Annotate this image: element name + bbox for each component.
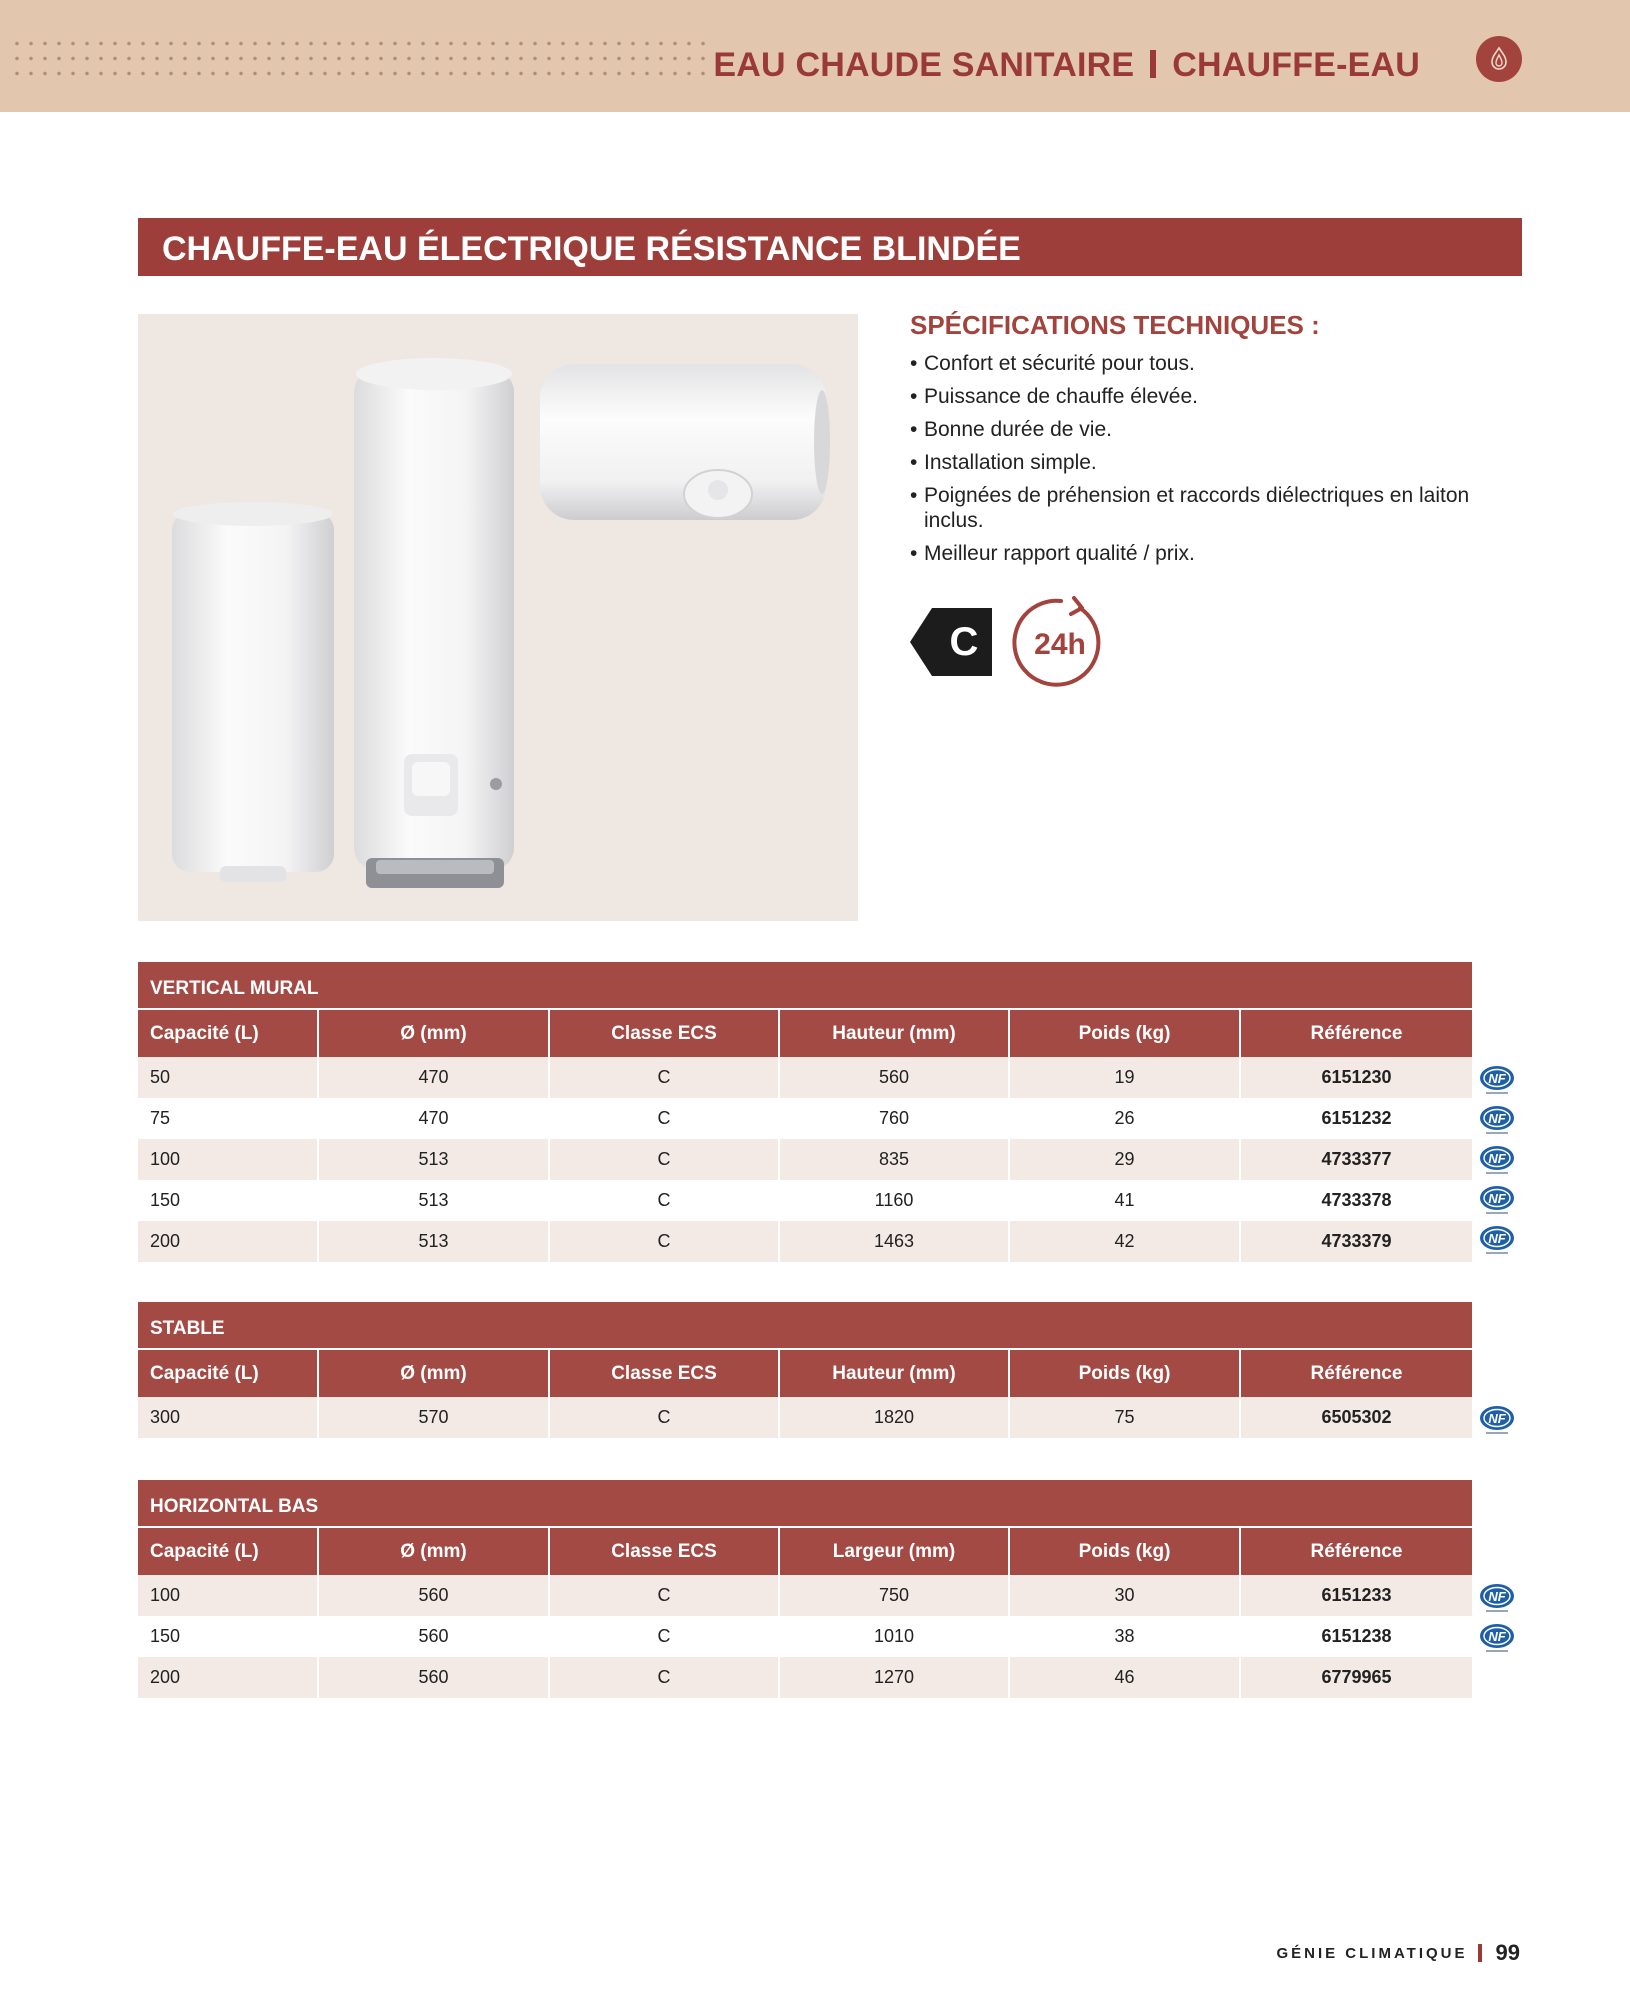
nf-certification-icon	[1478, 1582, 1516, 1616]
cell-height: 1160	[780, 1180, 1010, 1221]
cell-weight: 30	[1010, 1575, 1241, 1616]
cell-width: 1010	[780, 1616, 1010, 1657]
table-header-row	[138, 1350, 1472, 1397]
table-body	[138, 1575, 1472, 1698]
spec-item: • Installation simple.	[910, 450, 1470, 475]
nf-certification-icon	[1478, 1064, 1516, 1098]
spec-item: • Meilleur rapport qualité / prix.	[910, 541, 1470, 566]
cell-capacity: 200	[138, 1221, 319, 1262]
table-row	[138, 1657, 1472, 1698]
table-title: STABLE	[138, 1302, 1472, 1350]
cell-capacity: 50	[138, 1057, 319, 1098]
horizontal-heater-illustration	[540, 364, 830, 520]
cell-capacity: 150	[138, 1180, 319, 1221]
cell-width: 1270	[780, 1657, 1010, 1698]
technical-specs	[910, 310, 1470, 574]
table-row	[138, 1180, 1472, 1221]
nf-certification-icon	[1478, 1404, 1516, 1438]
svg-text:NF: NF	[1488, 1589, 1506, 1604]
header-subcategory: CHAUFFE-EAU	[1172, 46, 1420, 84]
wall-heater-illustration	[172, 502, 334, 882]
cell-class: C	[550, 1575, 780, 1616]
cell-reference: 6779965	[1321, 1667, 1392, 1687]
col-weight: Poids (kg)	[1010, 1010, 1241, 1057]
cell-class: C	[550, 1657, 780, 1698]
cell-height: 1463	[780, 1221, 1010, 1262]
table-horizontal-bas	[138, 1480, 1472, 1698]
svg-text:NF: NF	[1488, 1411, 1506, 1426]
table-row	[138, 1057, 1472, 1098]
dotted-pattern	[10, 36, 710, 80]
cell-class: C	[550, 1057, 780, 1098]
specs-title: SPÉCIFICATIONS TECHNIQUES :	[910, 310, 1320, 340]
table-row	[138, 1397, 1472, 1438]
table-row	[138, 1616, 1472, 1657]
cell-height: 560	[780, 1057, 1010, 1098]
svg-text:NF: NF	[1488, 1111, 1506, 1126]
col-weight: Poids (kg)	[1010, 1350, 1241, 1397]
cell-reference: 4733379	[1321, 1231, 1392, 1251]
cell-class: C	[550, 1180, 780, 1221]
footer-separator	[1478, 1944, 1482, 1962]
cell-class: C	[550, 1221, 780, 1262]
cell-weight: 19	[1010, 1057, 1241, 1098]
cell-reference: 6505302	[1321, 1407, 1392, 1427]
table-body	[138, 1057, 1472, 1262]
page-number: 99	[1495, 1940, 1520, 1965]
product-image	[138, 314, 858, 921]
cell-weight: 41	[1010, 1180, 1241, 1221]
col-reference: Référence	[1310, 1362, 1403, 1384]
spec-item: • Bonne durée de vie.	[910, 417, 1470, 442]
cell-diameter: 470	[319, 1098, 550, 1139]
cell-capacity: 300	[138, 1397, 319, 1438]
spec-item: • Poignées de préhension et raccords diélectriques en laiton inclus.	[910, 483, 1470, 533]
col-reference: Référence	[1310, 1540, 1403, 1562]
section-title: CHAUFFE-EAU ÉLECTRIQUE RÉSISTANCE BLINDÉE	[162, 230, 1021, 268]
nf-certification-icon	[1478, 1184, 1516, 1218]
svg-text:NF: NF	[1488, 1629, 1506, 1644]
nf-certification-icon	[1478, 1144, 1516, 1178]
col-reference: Référence	[1310, 1022, 1403, 1044]
spec-item: • Confort et sécurité pour tous.	[910, 351, 1470, 376]
cell-class: C	[550, 1098, 780, 1139]
cell-class: C	[550, 1616, 780, 1657]
energy-class-label: C	[949, 620, 979, 664]
table-title: HORIZONTAL BAS	[138, 1480, 1472, 1528]
svg-text:NF: NF	[1488, 1151, 1506, 1166]
col-class: Classe ECS	[550, 1010, 780, 1057]
col-class: Classe ECS	[550, 1528, 780, 1575]
cell-diameter: 513	[319, 1139, 550, 1180]
cell-reference: 4733377	[1321, 1149, 1392, 1169]
header-category: EAU CHAUDE SANITAIRE	[713, 46, 1135, 84]
table-vertical-mural	[138, 962, 1472, 1262]
col-weight: Poids (kg)	[1010, 1528, 1241, 1575]
cell-capacity: 75	[138, 1098, 319, 1139]
cell-weight: 29	[1010, 1139, 1241, 1180]
spec-item: • Puissance de chauffe élevée.	[910, 384, 1470, 409]
cell-diameter: 513	[319, 1221, 550, 1262]
table-stable	[138, 1302, 1472, 1438]
specs-list	[910, 351, 1470, 566]
cell-capacity: 200	[138, 1657, 319, 1698]
table-header-row	[138, 1528, 1472, 1575]
cell-width: 750	[780, 1575, 1010, 1616]
cell-diameter: 570	[319, 1397, 550, 1438]
cell-weight: 42	[1010, 1221, 1241, 1262]
cell-reference: 6151238	[1321, 1626, 1392, 1646]
cell-height: 760	[780, 1098, 1010, 1139]
delivery-24h-icon	[1012, 594, 1110, 692]
cell-diameter: 513	[319, 1180, 550, 1221]
col-diameter: Ø (mm)	[319, 1350, 550, 1397]
table-row	[138, 1221, 1472, 1262]
col-width: Largeur (mm)	[780, 1528, 1010, 1575]
cell-class: C	[550, 1139, 780, 1180]
cell-weight: 38	[1010, 1616, 1241, 1657]
nf-certification-icon	[1478, 1104, 1516, 1138]
cell-weight: 75	[1010, 1397, 1241, 1438]
cell-class: C	[550, 1397, 780, 1438]
section-title-bar	[138, 218, 1522, 276]
cell-capacity: 100	[138, 1139, 319, 1180]
cell-diameter: 470	[319, 1057, 550, 1098]
svg-text:NF: NF	[1488, 1071, 1506, 1086]
table-row	[138, 1098, 1472, 1139]
table-title: VERTICAL MURAL	[138, 962, 1472, 1010]
col-capacity: Capacité (L)	[138, 1350, 319, 1397]
svg-text:NF: NF	[1488, 1191, 1506, 1206]
cell-capacity: 100	[138, 1575, 319, 1616]
col-capacity: Capacité (L)	[138, 1528, 319, 1575]
header-separator	[1150, 50, 1156, 78]
nf-certification-icon	[1478, 1622, 1516, 1656]
col-height: Hauteur (mm)	[780, 1010, 1010, 1057]
energy-class-badge	[910, 608, 992, 676]
table-body	[138, 1397, 1472, 1438]
col-height: Hauteur (mm)	[780, 1350, 1010, 1397]
cell-diameter: 560	[319, 1575, 550, 1616]
header-band	[0, 0, 1630, 112]
svg-text:NF: NF	[1488, 1231, 1506, 1246]
cell-height: 1820	[780, 1397, 1010, 1438]
cell-reference: 6151230	[1321, 1067, 1392, 1087]
cell-weight: 26	[1010, 1098, 1241, 1139]
cell-reference: 6151233	[1321, 1585, 1392, 1605]
col-diameter: Ø (mm)	[319, 1528, 550, 1575]
delivery-label: 24h	[1034, 628, 1086, 661]
col-capacity: Capacité (L)	[138, 1010, 319, 1057]
cell-reference: 4733378	[1321, 1190, 1392, 1210]
header-title	[713, 46, 1420, 85]
flame-icon	[1476, 36, 1522, 82]
footer-label: GÉNIE CLIMATIQUE	[1276, 1944, 1468, 1962]
cell-height: 835	[780, 1139, 1010, 1180]
col-diameter: Ø (mm)	[319, 1010, 550, 1057]
cell-reference: 6151232	[1321, 1108, 1392, 1128]
nf-certification-icon	[1478, 1224, 1516, 1258]
col-class: Classe ECS	[550, 1350, 780, 1397]
cell-diameter: 560	[319, 1616, 550, 1657]
table-header-row	[138, 1010, 1472, 1057]
stable-heater-illustration	[354, 358, 514, 888]
cell-diameter: 560	[319, 1657, 550, 1698]
table-row	[138, 1139, 1472, 1180]
table-row	[138, 1575, 1472, 1616]
cell-weight: 46	[1010, 1657, 1241, 1698]
cell-capacity: 150	[138, 1616, 319, 1657]
footer	[1276, 1940, 1520, 1966]
